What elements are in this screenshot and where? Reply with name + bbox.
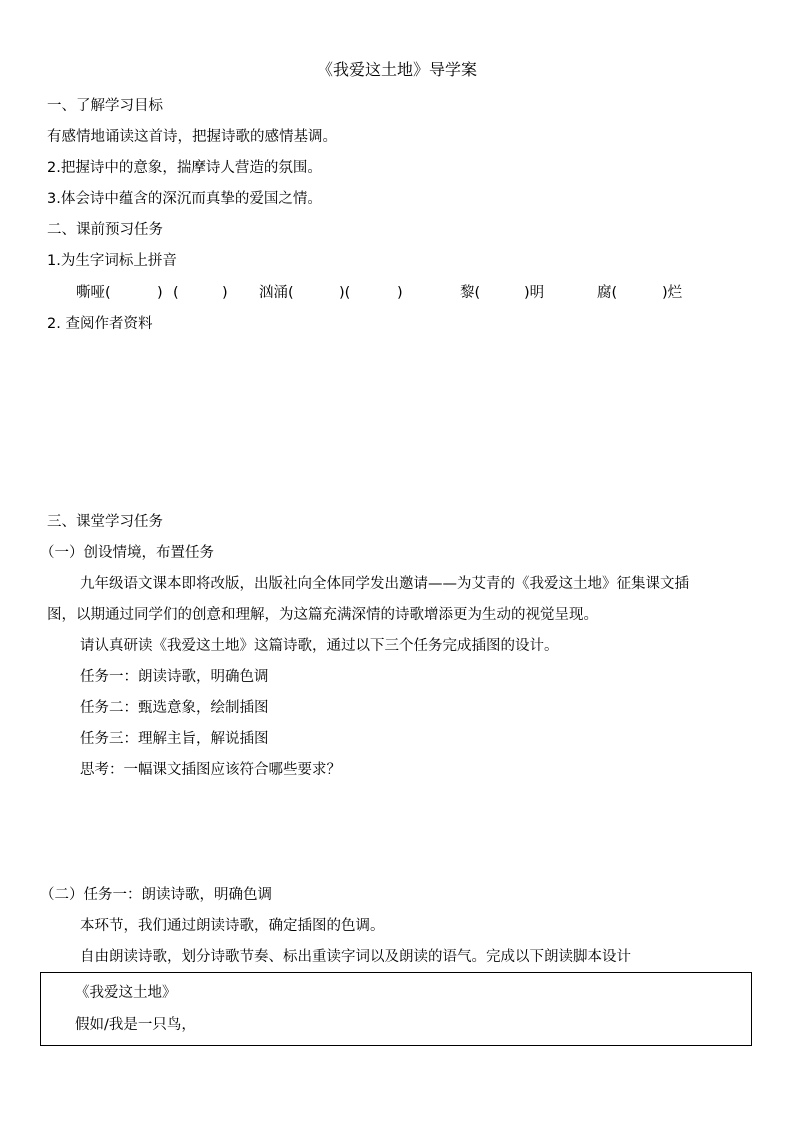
word-xiongyong-close: ) xyxy=(397,285,403,301)
word-siya-close-1: ) xyxy=(157,285,163,301)
sub1-para1-line1: 九年级语文课本即将改版，出版社向全体同学发出邀请——为艾青的《我爱这土地》征集课文插 xyxy=(80,576,689,592)
word-fulan-close: )烂 xyxy=(662,285,683,301)
sub1-para1-line2: 图，以期通过同学们的创意和理解，为这篇充满深情的诗歌增添更为生动的视觉呈现。 xyxy=(47,607,598,623)
goal-2: 2.把握诗中的意象，揣摩诗人营造的氛围。 xyxy=(47,160,322,176)
task-item-2: 任务二：甄选意象，绘制插图 xyxy=(80,700,269,716)
word-siya-close-2: ) xyxy=(222,285,228,301)
sub2-para1: 本环节，我们通过朗读诗歌，确定插图的色调。 xyxy=(80,918,385,934)
reading-script-box xyxy=(40,972,752,1046)
word-liming-open: 黎( xyxy=(460,285,481,301)
document-title: 《我爱这土地》导学案 xyxy=(316,60,477,79)
poem-line-1: 假如/我是一只鸟， xyxy=(75,1017,196,1033)
goal-3: 3.体会诗中蕴含的深沉而真挚的爱国之情。 xyxy=(47,191,322,207)
poem-title: 《我爱这土地》 xyxy=(75,985,177,1001)
think-question: 思考：一幅课文插图应该符合哪些要求？ xyxy=(80,762,341,778)
sub2-para2: 自由朗读诗歌，划分诗歌节奏、标出重读字词以及朗读的语气。完成以下朗读脚本设计 xyxy=(80,949,631,965)
section1-heading: 一、了解学习目标 xyxy=(47,98,163,114)
task-item-1: 任务一：朗读诗歌，明确色调 xyxy=(80,669,269,685)
author-task: 2. 查阅作者资料 xyxy=(47,316,153,332)
pinyin-row xyxy=(0,283,794,303)
word-xiongyong-open: 汹涌( xyxy=(259,285,294,301)
word-siya-open-2: ( xyxy=(173,285,179,301)
word-siya-open: 嘶哑( xyxy=(76,285,111,301)
section2-heading: 二、课前预习任务 xyxy=(47,222,163,238)
sub1-para2: 请认真研读《我爱这土地》这篇诗歌，通过以下三个任务完成插图的设计。 xyxy=(80,638,559,654)
section3-heading: 三、课堂学习任务 xyxy=(47,514,163,530)
sub2-heading: （二）任务一：朗读诗歌，明确色调 xyxy=(40,887,272,903)
word-liming-close: )明 xyxy=(524,285,545,301)
pinyin-task: 1.为生字词标上拼音 xyxy=(47,253,177,269)
word-fulan-open: 腐( xyxy=(597,285,618,301)
task-item-3: 任务三：理解主旨，解说插图 xyxy=(80,731,269,747)
sub1-heading: （一）创设情境，布置任务 xyxy=(40,545,214,561)
goal-1: 有感情地诵读这首诗，把握诗歌的感情基调。 xyxy=(47,129,337,145)
word-xiongyong-mid: )( xyxy=(339,285,351,301)
